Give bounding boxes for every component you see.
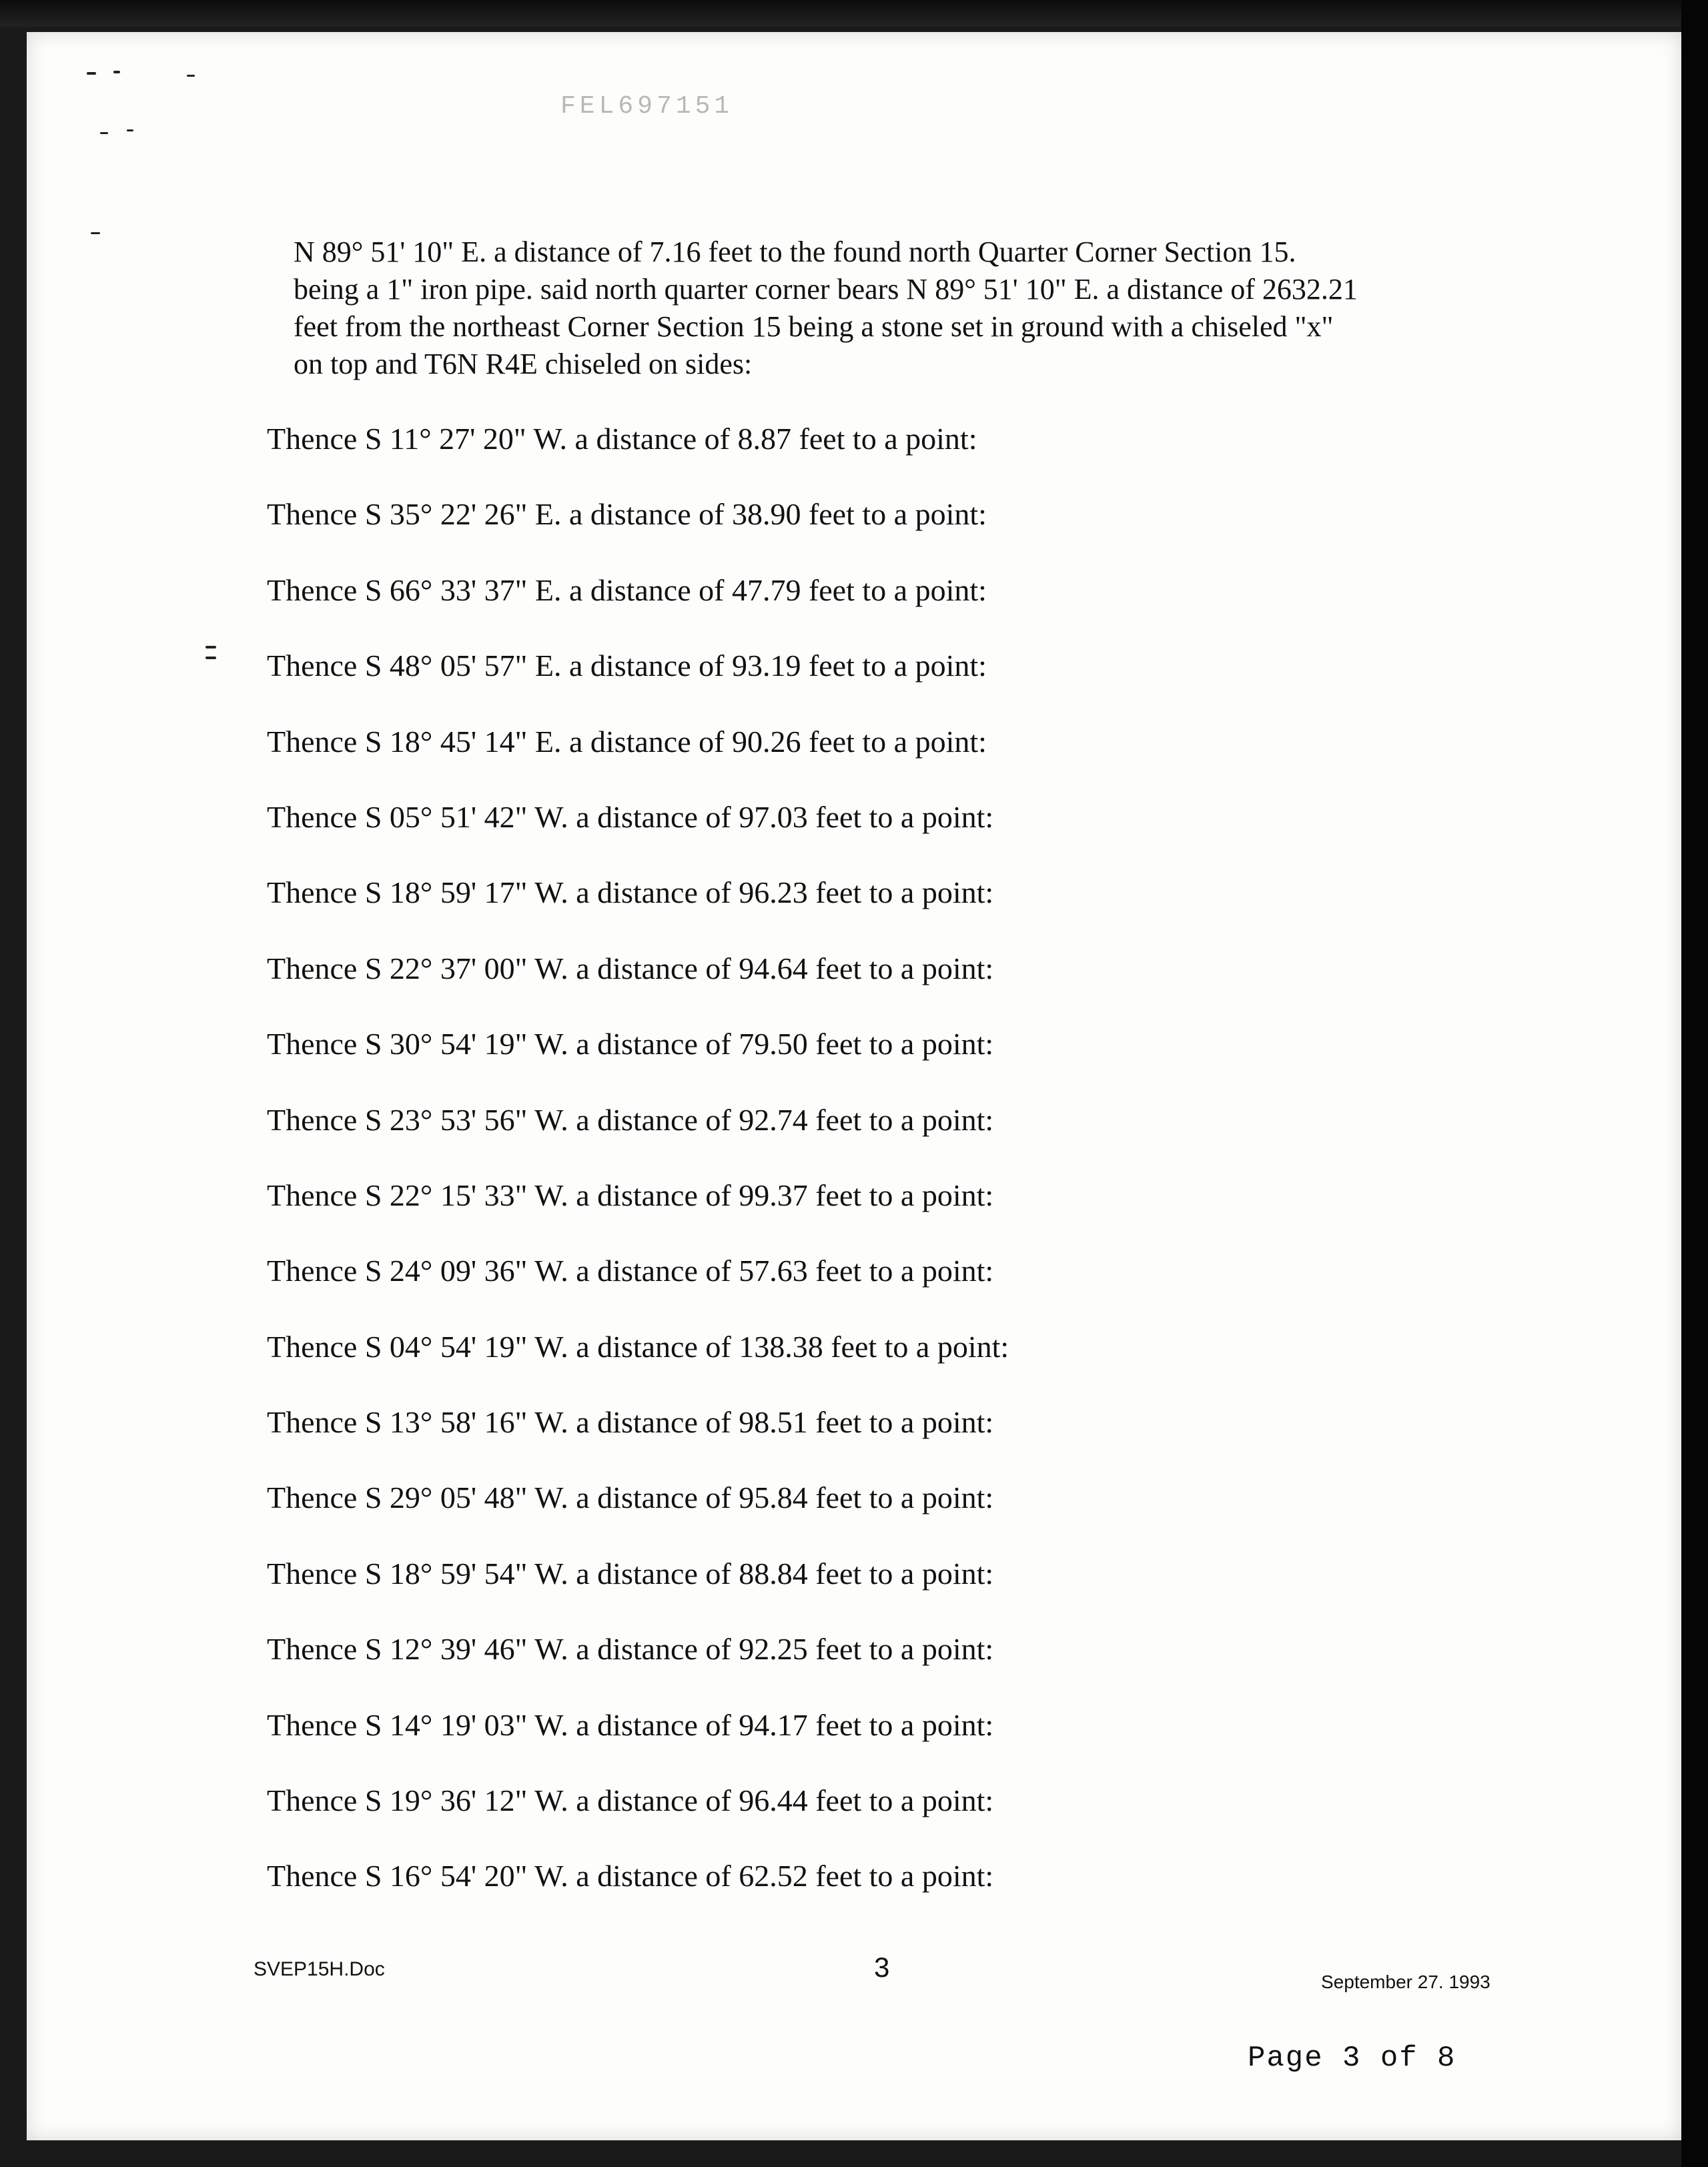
bearing-call: Thence S 22° 37' 00" W. a distance of 94.64 feet to a point: — [267, 951, 994, 985]
bearing-call: Thence S 30° 54' 19" W. a distance of 79.50 feet to a point: — [267, 1027, 994, 1061]
bearing-call: Thence S 18° 45' 14" E. a distance of 90.26 feet to a point: — [267, 724, 987, 759]
footer-date: September 27. 1993 — [1321, 1972, 1490, 1992]
bearing-call: Thence S 66° 33' 37" E. a distance of 47.79 feet to a point: — [267, 572, 987, 607]
bearing-call: Thence S 23° 53' 56" W. a distance of 92.74 feet to a point: — [267, 1102, 994, 1137]
intro-line: feet from the northeast Corner Section 15 being a stone set in ground with a chiseled "x" — [294, 310, 1334, 343]
bearing-call-list — [267, 419, 1201, 1932]
footer-page-of: Page 3 of 8 — [1248, 2042, 1456, 2075]
bearing-call: Thence S 16° 54' 20" W. a distance of 62.52 feet to a point: — [267, 1859, 994, 1893]
bearing-call: Thence S 04° 54' 19" W. a distance of 138.38 feet to a point: — [267, 1329, 1009, 1364]
scan-border-right — [1681, 0, 1708, 2167]
bearing-call: Thence S 19° 36' 12" W. a distance of 96.44 feet to a point: — [267, 1783, 994, 1818]
bearing-call: Thence S 13° 58' 16" W. a distance of 98.51 feet to a point: — [267, 1405, 994, 1440]
footer-page-number: 3 — [874, 1952, 890, 1983]
bearing-call: Thence S 24° 09' 36" W. a distance of 57.63 feet to a point: — [267, 1254, 994, 1288]
bearing-call: Thence S 35° 22' 26" E. a distance of 38.90 feet to a point: — [267, 497, 987, 532]
bearing-call: Thence S 18° 59' 54" W. a distance of 88.84 feet to a point: — [267, 1556, 994, 1591]
bearing-call: Thence S 48° 05' 57" E. a distance of 93.19 feet to a point: — [267, 648, 987, 683]
intro-line: N 89° 51' 10" E. a distance of 7.16 feet to the found north Quarter Corner Section 15. — [294, 236, 1296, 268]
bearing-call: Thence S 05° 51' 42" W. a distance of 97.03 feet to a point: — [267, 799, 994, 834]
bearing-call: Thence S 14° 19' 03" W. a distance of 94.17 feet to a point: — [267, 1707, 994, 1742]
scan-speck — [113, 71, 120, 73]
intro-line: on top and T6N R4E chiseled on sides: — [294, 348, 753, 380]
document-id-stamp: FEL697151 — [560, 92, 734, 121]
scan-speck — [205, 657, 216, 659]
footer-file-name: SVEP15H.Doc — [254, 1958, 385, 1980]
scan-border-top — [0, 0, 1708, 27]
scan-speck — [187, 75, 195, 77]
bearing-call: Thence S 22° 15' 33" W. a distance of 99.37 feet to a point: — [267, 1178, 994, 1212]
scan-speck — [100, 132, 108, 134]
scan-speck — [205, 646, 216, 648]
scan-speck — [91, 232, 100, 234]
bearing-call: Thence S 18° 59' 17" W. a distance of 96.23 feet to a point: — [267, 875, 994, 910]
bearing-call: Thence S 29° 05' 48" W. a distance of 95.84 feet to a point: — [267, 1480, 994, 1515]
intro-line: being a 1" iron pipe. said north quarter corner bears N 89° 51' 10" E. a distance of 2632.21 — [294, 273, 1358, 306]
bearing-call: Thence S 12° 39' 46" W. a distance of 92.25 feet to a point: — [267, 1632, 994, 1667]
scan-speck — [87, 72, 96, 75]
scan-speck — [127, 129, 133, 131]
bearing-call: Thence S 11° 27' 20" W. a distance of 8.87 feet to a point: — [267, 422, 977, 456]
intro-paragraph — [294, 234, 1561, 383]
